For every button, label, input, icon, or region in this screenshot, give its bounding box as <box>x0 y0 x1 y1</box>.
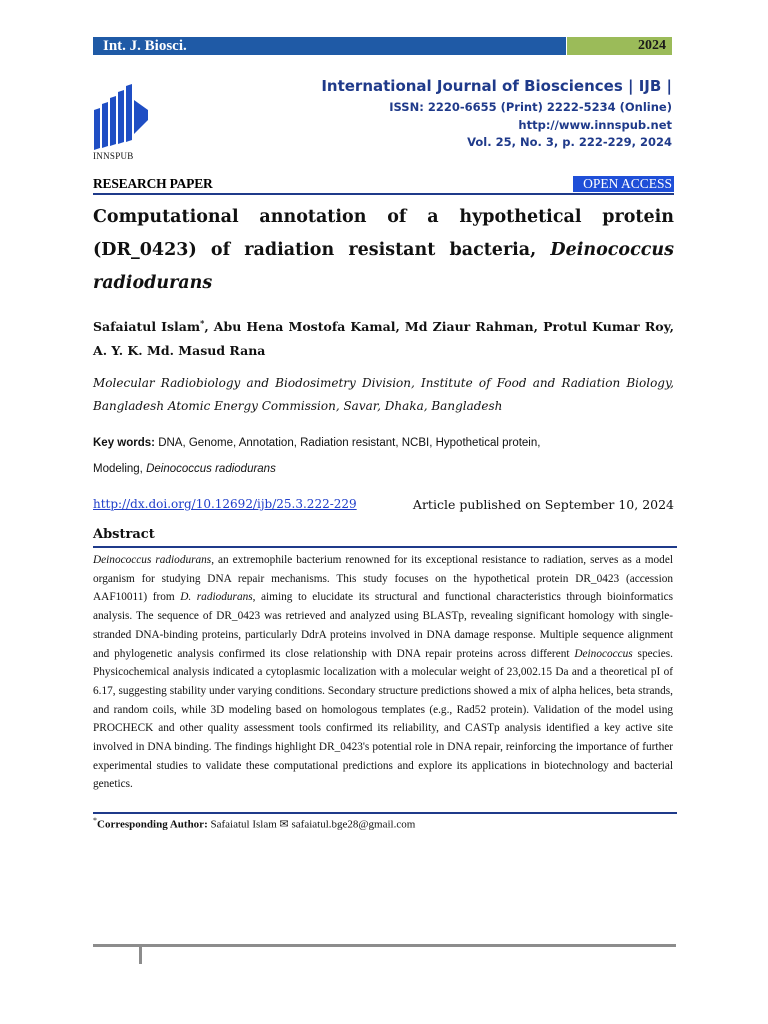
title-species: Deinococcus radiodurans <box>93 240 674 293</box>
year-banner: 2024 <box>567 37 672 55</box>
journal-url-link[interactable]: http://www.innspub.net <box>518 118 672 132</box>
keywords-line-1 <box>93 437 674 449</box>
journal-title: International Journal of Biosciences | IJB | <box>321 77 672 95</box>
journal-short-banner: Int. J. Biosci. <box>93 37 566 55</box>
abstract-text-2: , aiming to elucidate its structural and functional characteristics through bioinformatics analysis. The sequence of DR_0423 was retrieved and analyzed using BLASTp, revealing significant homology with single-stranded DNA-binding proteins, particularly DdrA proteins involved in DNA damage response. Multiple sequence alignment and phylogenetic analysis confirmed its close relationship with DNA repair proteins across different <box>93 591 673 660</box>
affiliation: Molecular Radiobiology and Biodosimetry Division, Institute of Food and Radiation Biology, Bangladesh Atomic Energy Commission, Savar, Dhaka, Bangladesh <box>93 376 674 413</box>
keywords-text-2: Modeling, <box>93 463 147 475</box>
journal-issn: ISSN: 2220-6655 (Print) 2222-5234 (Online) <box>389 100 672 114</box>
paper-type-label: RESEARCH PAPER <box>93 176 213 191</box>
abstract-species-3: Deinococcus <box>574 647 633 660</box>
innspub-logo-icon <box>92 80 152 160</box>
corr-label: Corresponding Author: <box>97 818 208 831</box>
corr-mark: * <box>93 816 97 825</box>
corresponding-author <box>93 816 415 831</box>
logo-text: INNSPUB <box>93 151 134 161</box>
envelope-icon: ✉ <box>279 817 289 831</box>
author-list <box>93 311 674 363</box>
corr-name: Safaiatul Islam <box>207 818 280 831</box>
abstract-species-2: D. radiodurans <box>180 591 253 604</box>
footer-tick <box>139 944 142 964</box>
journal-volume: Vol. 25, No. 3, p. 222-229, 2024 <box>467 135 672 149</box>
doi-link[interactable]: http://dx.doi.org/10.12692/ijb/25.3.222-229 <box>93 497 357 511</box>
keywords-species: Deinococcus radiodurans <box>146 463 276 475</box>
abstract-species-1: Deinococcus radiodurans <box>93 554 212 566</box>
corresponding-mark: * <box>200 318 205 328</box>
keywords-label: Key words: <box>93 437 155 449</box>
abstract-body <box>93 551 673 794</box>
keywords-line-2 <box>93 463 674 475</box>
header-divider <box>93 193 674 195</box>
abstract-heading: Abstract <box>93 527 155 542</box>
abstract-text-1: , an extremophile bacterium renowned for its exceptional resistance to radiation, serves as a model organism for studying DNA repair mechanisms. This study focuses on the hypothetical protein DR_0423 (accession AAF10011) from <box>93 554 673 604</box>
paper-title <box>93 201 674 300</box>
title-text: Computational annotation of a hypothetical protein (DR_0423) of radiation resistant bacteria, <box>93 207 674 260</box>
abstract-bottom-rule <box>93 812 677 814</box>
first-author: Safaiatul Islam <box>93 319 201 335</box>
open-access-badge[interactable]: OPEN ACCESS <box>573 176 674 192</box>
publication-date: Article published on September 10, 2024 <box>412 497 674 512</box>
abstract-top-rule <box>93 546 677 548</box>
footer-rule <box>93 944 676 947</box>
abstract-text-3: species. Physicochemical analysis indicated a cytoplasmic localization with a molecular weight of 23,002.15 Da and a theoretical pI of 6.17, suggesting stability under varying conditions. Secondary structure predictions showed a mix of alpha helices, beta strands, and random coils, while 3D modeling based on homologous templates (e.g., Rad52 protein). Validation of the model using PROCHECK and other quality assessment tools confirmed its reliability, and CASTp analysis identified a key active site involved in DNA binding. The findings highlight DR_0423's potential role in DNA repair, reinforcing the importance of further experimental studies to validate these computational predictions and explore its applications in biotechnology and bacterial genetics. <box>93 647 674 791</box>
corr-email-link[interactable]: safaiatul.bge28@gmail.com <box>288 818 416 831</box>
other-authors: , Abu Hena Mostofa Kamal, Md Ziaur Rahman, Protul Kumar Roy, A. Y. K. Md. Masud Rana <box>93 319 674 359</box>
keywords-text-1: DNA, Genome, Annotation, Radiation resistant, NCBI, Hypothetical protein, <box>155 437 541 449</box>
